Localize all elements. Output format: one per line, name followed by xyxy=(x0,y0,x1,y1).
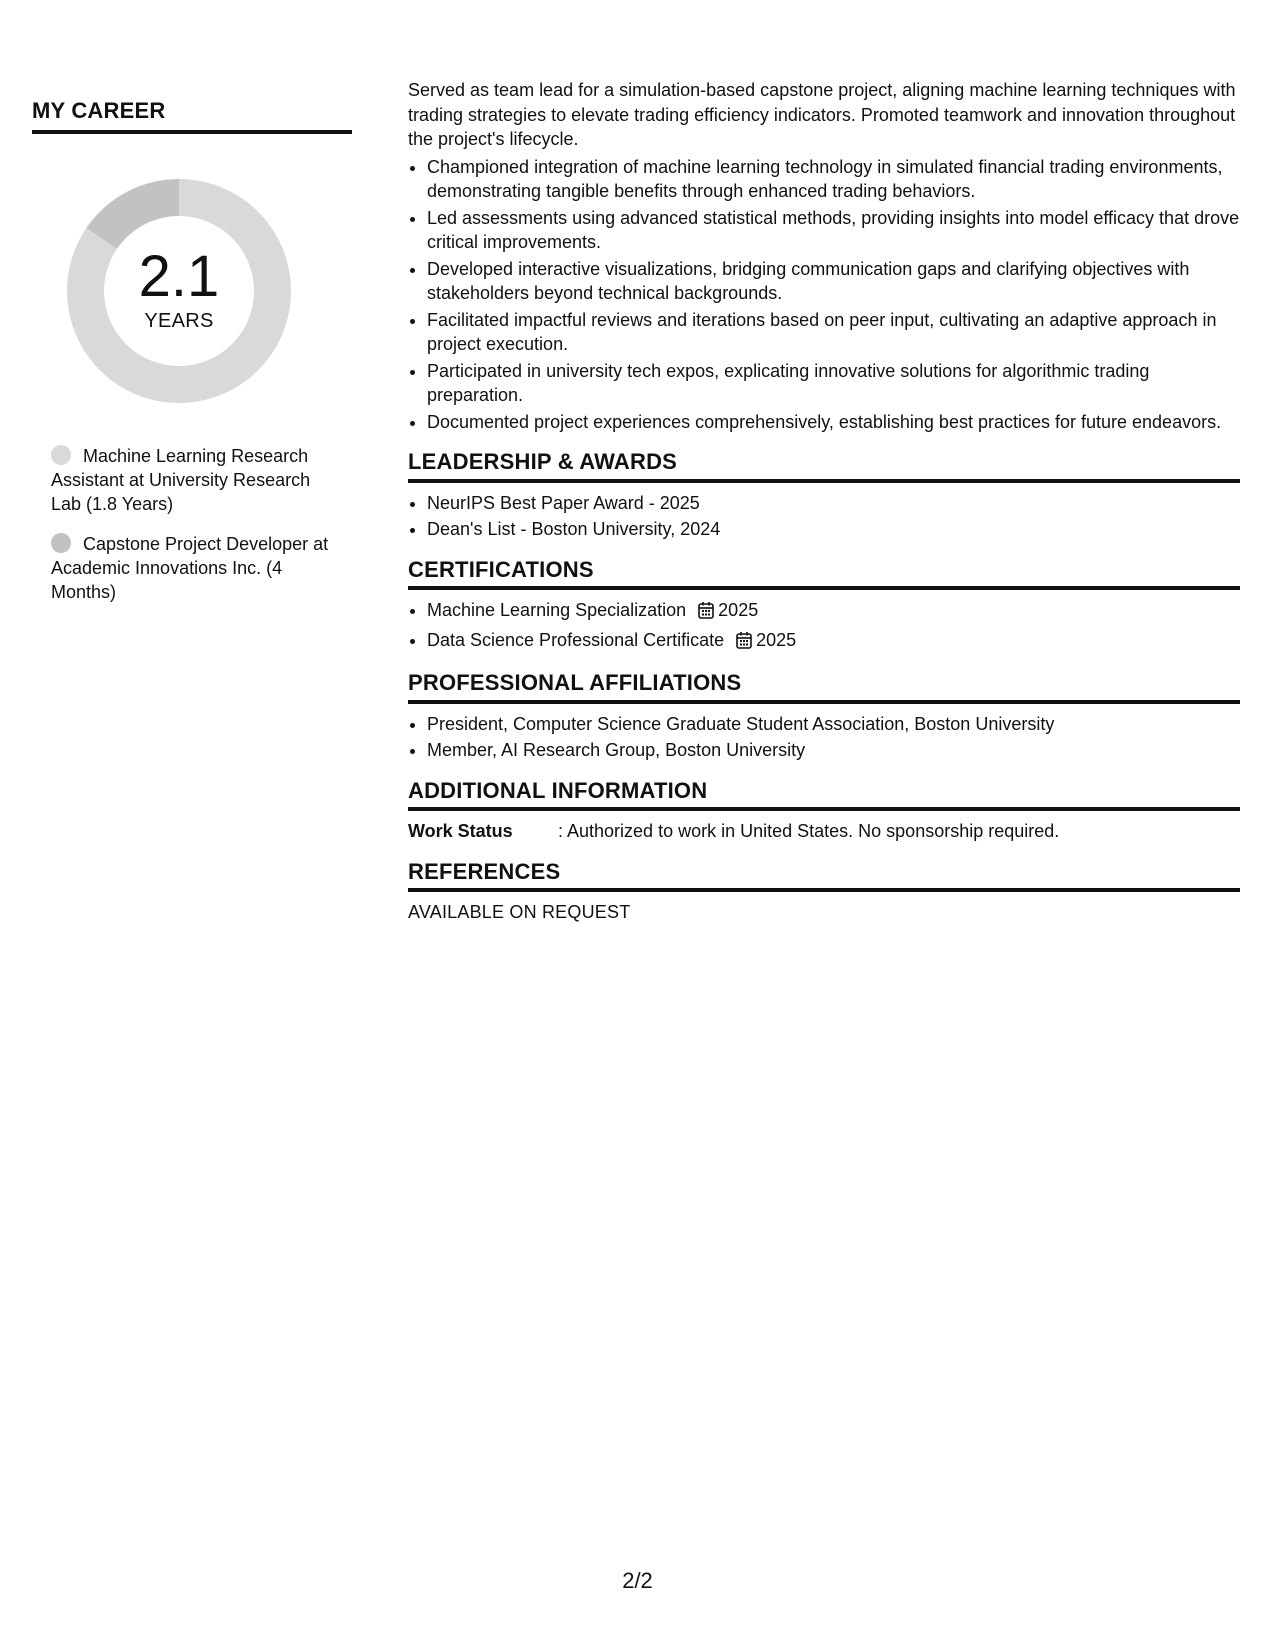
career-column xyxy=(32,98,352,620)
legend-item xyxy=(51,444,331,516)
list-item: • Developed interactive visualizations, bridging communication gaps and clarifying objectives with stakeholders beyond technical backgrounds. xyxy=(427,257,1240,306)
legend-label: Capstone Project Developer at Academic Innovations Inc. (4 Months) xyxy=(51,534,329,602)
experience-summary: Served as team lead for a simulation-based capstone project, aligning machine learning techniques with trading strategies to elevate trading efficiency indicators. Promoted teamwork and innovation throughout the project's lifecycle. xyxy=(408,80,1236,149)
references-value: AVAILABLE ON REQUEST xyxy=(408,902,631,922)
certification-name: Data Science Professional Certificate xyxy=(427,629,725,650)
list-item: • Led assessments using advanced statistical methods, providing insights into model efficacy that drove critical improvements. xyxy=(427,206,1240,255)
work-status-label: Work Status xyxy=(408,821,513,841)
affiliations-heading: PROFESSIONAL AFFILIATIONS xyxy=(408,671,1240,704)
work-status-row xyxy=(408,819,1240,844)
awards-heading: LEADERSHIP & AWARDS xyxy=(408,450,1240,483)
references-section xyxy=(408,860,1240,925)
certifications-heading: CERTIFICATIONS xyxy=(408,558,1240,591)
list-item xyxy=(427,628,1240,656)
affiliations-list xyxy=(408,712,1240,763)
total-years-value: 2.1 xyxy=(138,244,220,309)
certification-year: 2025 xyxy=(718,600,759,620)
main-column xyxy=(408,78,1240,925)
additional-info-section xyxy=(408,779,1240,844)
list-item: • Facilitated impactful reviews and iterations based on peer input, cultivating an adaptive approach in project execution. xyxy=(427,308,1240,357)
career-heading: MY CAREER xyxy=(32,98,352,134)
total-years-unit: YEARS xyxy=(144,310,214,332)
legend-dot-icon xyxy=(51,445,71,465)
career-donut-chart xyxy=(64,176,294,406)
awards-list xyxy=(408,491,1240,542)
certifications-section xyxy=(408,558,1240,656)
certifications-list xyxy=(408,598,1240,655)
list-item: • Participated in university tech expos, explicating innovative solutions for algorithmic trading preparation. xyxy=(427,359,1240,408)
certification-name: Machine Learning Specialization xyxy=(427,600,687,620)
affiliations-section xyxy=(408,671,1240,763)
calendar-icon xyxy=(698,601,714,626)
page-number: 2/2 xyxy=(622,1568,653,1593)
certification-year: 2025 xyxy=(756,629,797,650)
legend-item xyxy=(51,532,331,604)
donut-center xyxy=(64,176,294,406)
list-item xyxy=(427,598,1240,626)
legend-dot-icon xyxy=(51,533,71,553)
calendar-icon xyxy=(736,631,752,656)
work-status-value: : Authorized to work in United States. No sponsorship required. xyxy=(558,821,1060,841)
list-item: • NeurIPS Best Paper Award - 2025 xyxy=(427,491,1240,516)
list-item: • Member, AI Research Group, Boston University xyxy=(427,738,1240,763)
list-item: • Dean's List - Boston University, 2024 xyxy=(427,517,1240,542)
experience-bullets xyxy=(408,155,1240,435)
list-item: • Championed integration of machine learning technology in simulated financial trading environments, demonstrating tangible benefits through enhanced trading behaviors. xyxy=(427,155,1240,204)
legend-label: Machine Learning Research Assistant at University Research Lab (1.8 Years) xyxy=(51,446,311,514)
career-legend xyxy=(51,444,331,604)
additional-info-heading: ADDITIONAL INFORMATION xyxy=(408,779,1240,812)
references-heading: REFERENCES xyxy=(408,860,1240,893)
list-item: • President, Computer Science Graduate Student Association, Boston University xyxy=(427,712,1240,737)
awards-section xyxy=(408,450,1240,542)
list-item: • Documented project experiences comprehensively, establishing best practices for future endeavors. xyxy=(427,410,1240,435)
